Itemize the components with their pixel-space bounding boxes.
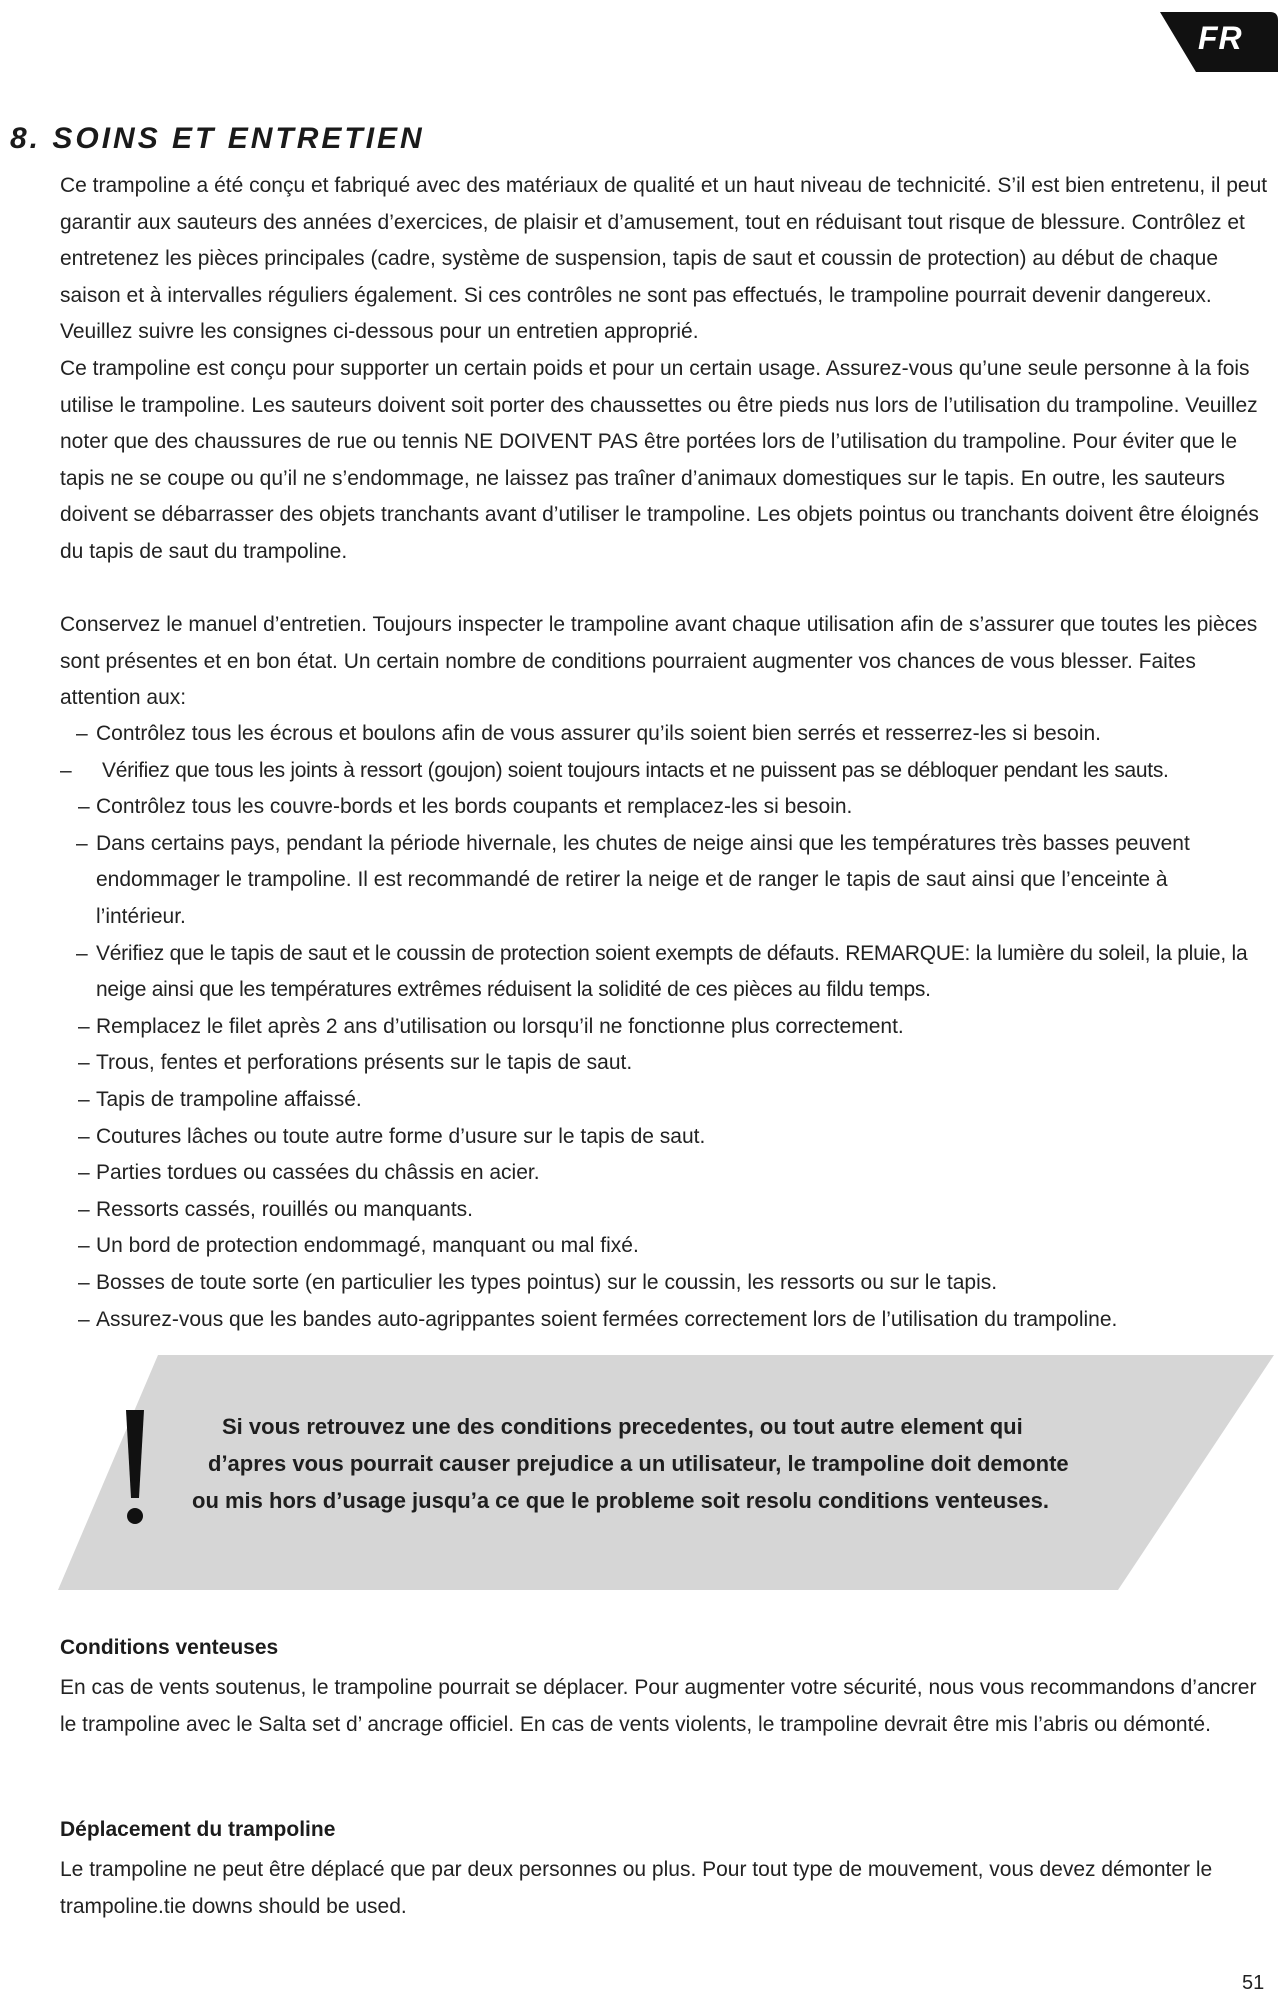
warning-text <box>180 1408 1120 1519</box>
list-dash: – <box>78 1270 90 1294</box>
section-title: 8. SOINS ET ENTRETIEN <box>10 122 425 155</box>
inspection-checklist <box>60 716 1275 1338</box>
list-dash: – <box>78 1014 90 1038</box>
list-item: – Parties tordues ou cassées du châssis en acier. <box>60 1155 1275 1192</box>
list-dash: – <box>78 1307 90 1331</box>
list-dash: – <box>60 758 72 782</box>
list-item: – Ressorts cassés, rouillés ou manquants. <box>60 1192 1275 1229</box>
list-item: – Remplacez le filet après 2 ans d’utilisation ou lorsqu’il ne fonctionne plus correctement. <box>60 1009 1275 1046</box>
warning-line: ou mis hors d’usage jusqu’a ce que le probleme soit resolu conditions venteuses. <box>192 1488 1049 1513</box>
inspection-paragraph: Conservez le manuel d’entretien. Toujours inspecter le trampoline avant chaque utilisation afin de s’assurer que toutes les pièces sont présentes et en bon état. Un certain nombre de conditions pourraient augmenter vos chances de vous blesser. Faites attention aux: <box>60 613 1258 710</box>
intro-paragraph: Ce trampoline a été conçu et fabriqué avec des matériaux de qualité et un haut niveau de technicité. S’il est bien entretenu, il peut garantir aux sauteurs des années d’exercices, de plaisir et d’amusement, tout en réduisant tout risque de blessure. Contrôlez et entretenez les pièces principales (cadre, système de suspension, tapis de saut et coussin de protection) au début de chaque saison et à intervalles réguliers également. Si ces contrôles ne sont pas effectués, le trampoline pourrait devenir dangereux. Veuillez suivre les consignes ci-dessous pour un entretien approprié. <box>60 174 1268 344</box>
list-dash: – <box>78 1161 90 1185</box>
list-item: – Tapis de trampoline affaissé. <box>60 1082 1275 1119</box>
list-dash: – <box>78 1124 90 1148</box>
list-dash: – <box>76 722 88 745</box>
list-dash: – <box>76 831 88 855</box>
moving-paragraph: Le trampoline ne peut être déplacé que par deux personnes ou plus. Pour tout type de mouvement, vous devez démonter le trampoline.tie downs should be used. <box>60 1858 1213 1918</box>
list-item: – Contrôlez tous les écrous et boulons afin de vous assurer qu’ils soient bien serrés et resserrez-les si besoin. <box>60 716 1275 753</box>
list-dash: – <box>78 1051 90 1075</box>
warning-line: d’apres vous pourrait causer prejudice a un utilisateur, le trampoline doit demonte <box>208 1451 1069 1476</box>
list-dash: – <box>78 1234 90 1258</box>
wind-paragraph: En cas de vents soutenus, le trampoline pourrait se déplacer. Pour augmenter votre sécurité, nous vous recommandons d’ancrer le trampoline avec le Salta set d’ ancrage officiel. En cas de vents violents, le trampoline devrait être mis l’abris ou démonté. <box>60 1676 1257 1736</box>
list-dash: – <box>76 941 88 965</box>
list-item: – Dans certains pays, pendant la période hivernale, les chutes de neige ainsi que les températures très basses peuvent endommager le trampoline. Il est recommandé de retirer la neige et de ranger le tapis de saut ainsi que l’enceinte à l’intérieur. <box>60 826 1275 936</box>
language-label: FR <box>1198 20 1243 56</box>
list-item: – Contrôlez tous les couvre-bords et les bords coupants et remplacez-les si besoin. <box>60 789 1275 826</box>
list-dash: – <box>78 1087 90 1111</box>
warning-line: Si vous retrouvez une des conditions precedentes, ou tout autre element qui <box>222 1414 1023 1439</box>
language-tab <box>1160 12 1278 72</box>
list-item: – Trous, fentes et perforations présents sur le tapis de saut. <box>60 1045 1275 1082</box>
list-item: – Assurez-vous que les bandes auto-agrippantes soient fermées correctement lors de l’utilisation du trampoline. <box>60 1302 1275 1339</box>
list-item: – Bosses de toute sorte (en particulier les types pointus) sur le coussin, les ressorts ou sur le tapis. <box>60 1265 1275 1302</box>
list-dash: – <box>78 795 90 819</box>
list-item: – Coutures lâches ou toute autre forme d’usure sur le tapis de saut. <box>60 1119 1275 1156</box>
wind-heading: Conditions venteuses <box>60 1636 279 1659</box>
exclamation-icon <box>120 1410 150 1530</box>
moving-heading: Déplacement du trampoline <box>60 1818 336 1841</box>
page-number: 51 <box>1242 1972 1265 1994</box>
list-item: – Vérifiez que le tapis de saut et le coussin de protection soient exempts de défauts. REMARQUE: la lumière du soleil, la pluie, la neige ainsi que les températures extrêmes réduisent la solidité de ces pièces au fildu temps. <box>60 936 1275 1009</box>
list-dash: – <box>78 1197 90 1221</box>
list-item: – Vérifiez que tous les joints à ressort (goujon) soient toujours intacts et ne puissent pas se débloquer pendant les sauts. <box>60 753 1275 790</box>
usage-paragraph: Ce trampoline est conçu pour supporter un certain poids et pour un certain usage. Assurez-vous qu’une seule personne à la fois utilise le trampoline. Les sauteurs doivent soit porter des chaussettes ou être pieds nus lors de l’utilisation du trampoline. Veuillez noter que des chaussures de rue ou tennis NE DOIVENT PAS être portées lors de l’utilisation du trampoline. Pour éviter que le tapis ne se coupe ou qu’il ne s’endommage, ne laissez pas traîner d’animaux domestiques sur le tapis. En outre, les sauteurs doivent se débarrasser des objets tranchants avant d’utiliser le trampoline. Les objets pointus ou tranchants doivent être éloignés du tapis de saut du trampoline. <box>60 357 1259 563</box>
list-item: – Un bord de protection endommagé, manquant ou mal fixé. <box>60 1228 1275 1265</box>
